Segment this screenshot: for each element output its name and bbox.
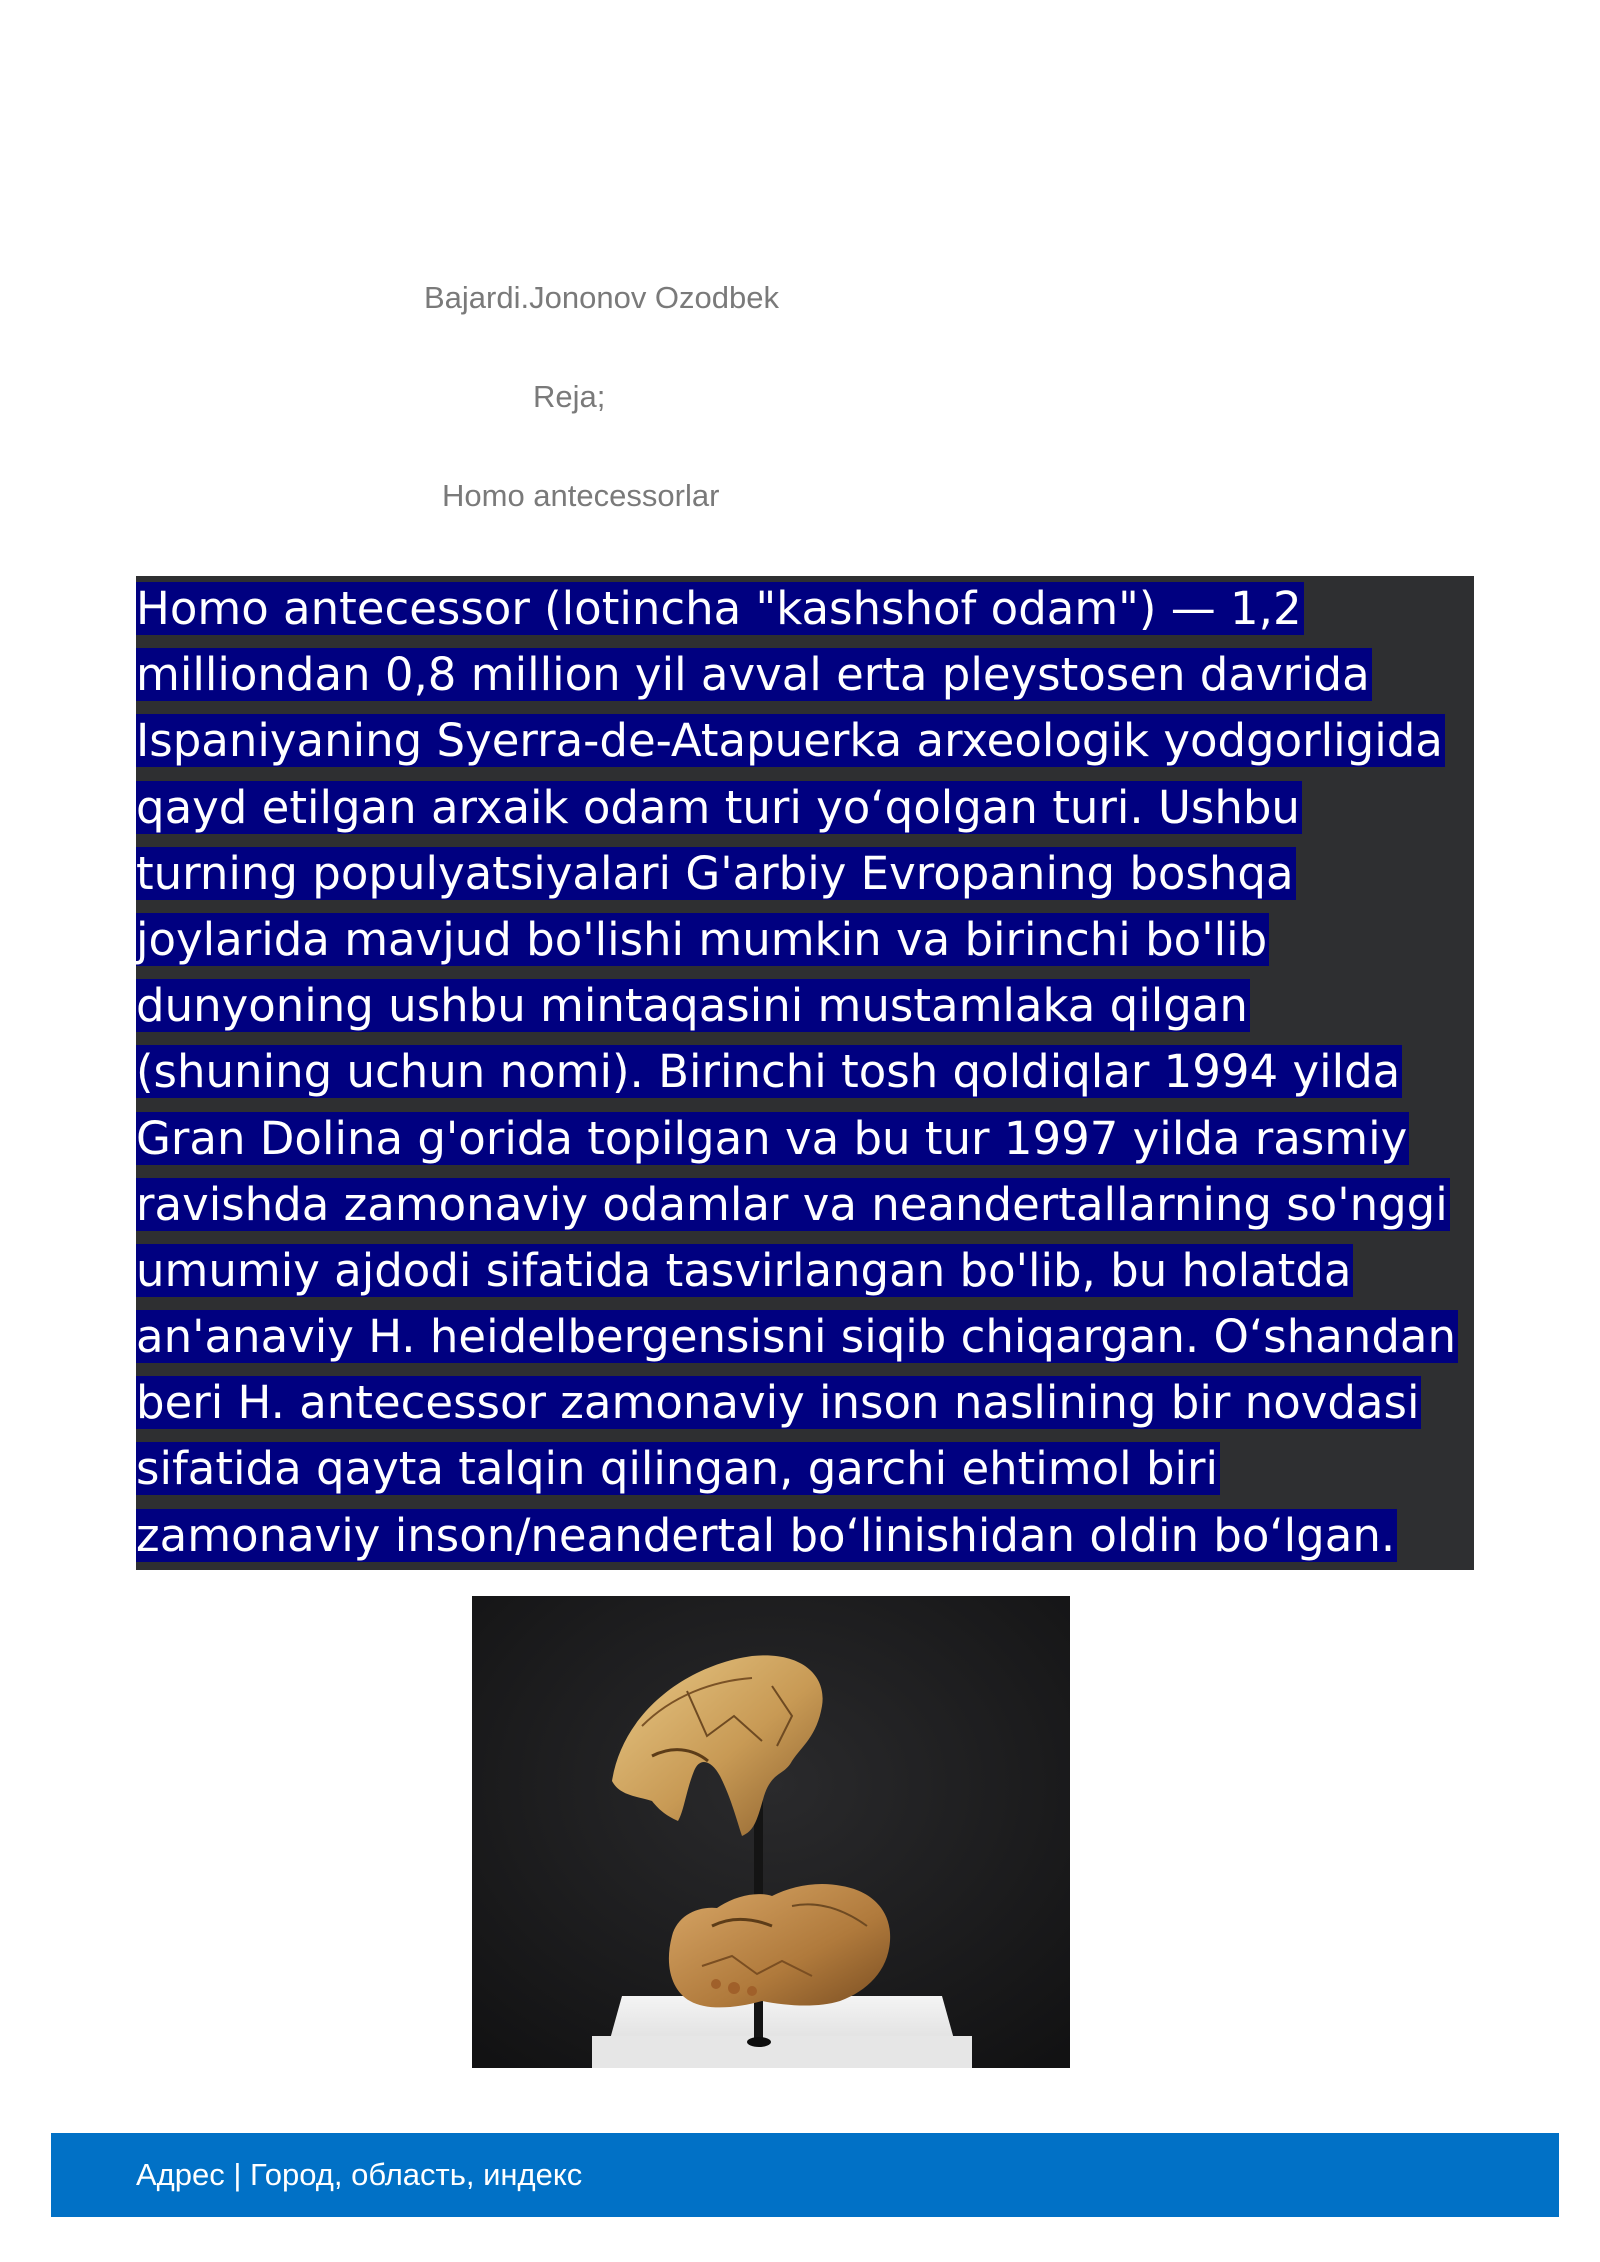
body-line xyxy=(136,973,1474,1039)
body-line xyxy=(136,1238,1474,1304)
skull-fossil-photo xyxy=(472,1596,1070,2068)
body-line-text: turning populyatsiyalari G'arbiy Evropaning boshqa xyxy=(136,846,1294,900)
body-line xyxy=(136,1304,1474,1370)
body-line-text: an'anaviy H. heidelbergensisni siqib chiqargan. O‘shandan xyxy=(136,1310,1456,1364)
plan-label: Reja; xyxy=(533,379,606,414)
body-line xyxy=(136,1503,1474,1569)
body-line xyxy=(136,708,1474,774)
highlighted-text-block xyxy=(136,576,1474,1570)
body-line-text: ravishda zamonaviy odamlar va neandertallarning so'nggi xyxy=(136,1177,1448,1231)
body-line-text: qayd etilgan arxaik odam turi yo‘qolgan turi. Ushbu xyxy=(136,780,1300,834)
body-line xyxy=(136,1039,1474,1105)
body-line-text: milliondan 0,8 million yil avval erta pleystosen davrida xyxy=(136,648,1370,702)
topic-heading: Homo antecessorlar xyxy=(442,478,720,513)
footer-address: Адрес | Город, область, индекс xyxy=(136,2157,583,2192)
body-line-text: sifatida qayta talqin qilingan, garchi ehtimol biri xyxy=(136,1442,1219,1496)
body-line-text: Gran Dolina g'orida topilgan va bu tur 1997 yilda rasmiy xyxy=(136,1111,1408,1165)
body-line xyxy=(136,841,1474,907)
body-line xyxy=(136,1436,1474,1502)
body-line-text: joylarida mavjud bo'lishi mumkin va birinchi bo'lib xyxy=(136,912,1268,966)
body-line xyxy=(136,1172,1474,1238)
body-line-text: dunyoning ushbu mintaqasini mustamlaka qilgan xyxy=(136,979,1248,1033)
body-line-text: (shuning uchun nomi). Birinchi tosh qoldiqlar 1994 yilda xyxy=(136,1045,1401,1099)
body-line xyxy=(136,775,1474,841)
body-line-text: zamonaviy inson/neandertal bo‘linishidan oldin bo‘lgan. xyxy=(136,1508,1396,1562)
body-line-text: umumiy ajdodi sifatida tasvirlangan bo'lib, bu holatda xyxy=(136,1243,1352,1297)
author-line: Bajardi.Jononov Ozodbek xyxy=(424,280,780,315)
body-line xyxy=(136,1106,1474,1172)
body-line-text: Homo antecessor (lotincha "kashshof odam") — 1,2 xyxy=(136,582,1302,635)
body-line xyxy=(136,1370,1474,1436)
body-line-text: Ispaniyaning Syerra-de-Atapuerka arxeologik yodgorligida xyxy=(136,714,1443,768)
body-paragraph xyxy=(136,576,1474,1569)
body-line-text: beri H. antecessor zamonaviy inson naslining bir novdasi xyxy=(136,1376,1420,1430)
body-line xyxy=(136,642,1474,708)
body-line xyxy=(136,576,1474,642)
footer-bar xyxy=(51,2133,1559,2217)
body-line xyxy=(136,907,1474,973)
